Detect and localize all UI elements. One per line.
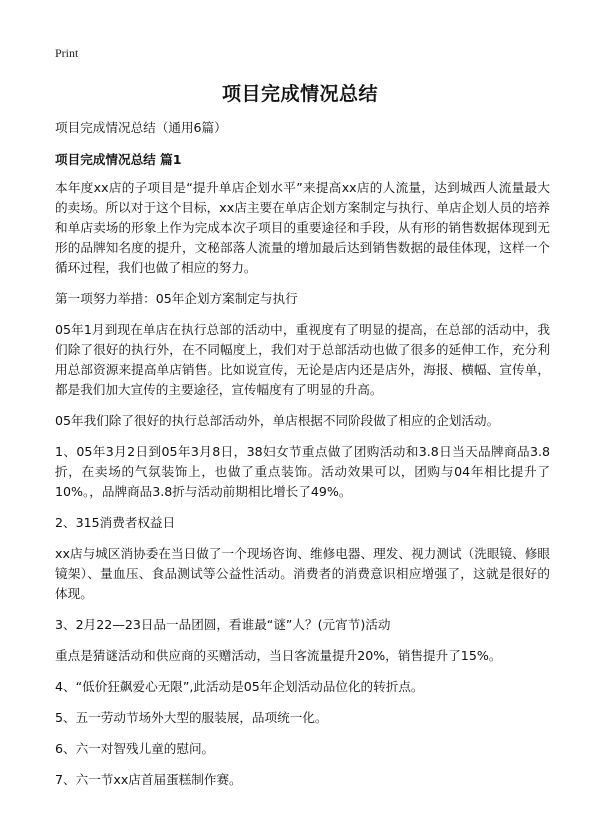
paragraph-lantern-results: 重点是猜谜活动和供应商的买赠活动，当日客流量提升20%，销售提升了15%。	[55, 648, 502, 663]
paragraph-stage-activities: 05年我们除了很好的执行总部活动外，单店根据不同阶段做了相应的企划活动。	[55, 413, 500, 428]
list-item-low-price: 4、“低价狂飙爱心无限”,此活动是05年企划活动品位化的转折点。	[55, 679, 424, 694]
list-item-womens-day: 1、05年3月2日到05年3月8日，38妇女节重点做了团购活动和3.8日当天品牌商品3.8折，在卖场的气氛装饰上，也做了重点装饰。活动效果可以，团购与04年相比提升了10%。，品牌商品3.8折与活动前期相比增长了49%。	[55, 444, 550, 499]
list-item-labor-day: 5、五一劳动节场外大型的服装展，品项统一化。	[55, 710, 328, 725]
paragraph-consumer-activity: xx店与城区消协委在当日做了一个现场咨询、维修电器、理发、视力测试（洗眼镜、修眼镜架）、量血压、食品测试等公益性活动。消费者的消费意识相应增强了，这就是很好的体现。	[55, 546, 550, 601]
list-item-childrens-day: 6、六一对智残儿童的慰问。	[55, 741, 215, 756]
list-item-cake-contest: 7、六一节xx店首届蛋糕制作赛。	[55, 772, 242, 787]
document-body	[55, 118, 550, 801]
paragraph-measure-heading: 第一项努力举措：05年企划方案制定与执行	[55, 291, 298, 306]
document-subtitle: 项目完成情况总结（通用6篇）	[55, 120, 227, 135]
list-item-lantern-festival: 3、2月22—23日品一品团圆，看谁最“谜”人？(元宵节)活动	[55, 617, 391, 632]
paragraph-execution: 05年1月到现在单店在执行总部的活动中，重视度有了明显的提高，在总部的活动中，我们除了很好的执行外，在不同幅度上，我们对于总部活动也做了很多的延伸工作，充分利用总部资源来提高单店销售。比如说宣传，无论是店内还是店外，海报、横幅、宣传单，都是我们加大宣传的主要途径，宣传幅度有了明显的升高。	[55, 322, 550, 397]
print-label: Print	[55, 46, 79, 60]
section-title: 项目完成情况总结 篇1	[55, 152, 182, 167]
list-item-consumer-day: 2、315消费者权益日	[55, 515, 176, 530]
paragraph-intro: 本年度xx店的子项目是“提升单店企划水平”来提高xx店的人流量，达到城西人流量最大的卖场。所以对于这个目标，xx店主要在单店企划方案制定与执行、单店企划人员的培养和单店卖场的形象上作为完成本次子项目的重要途径和手段，从有形的销售数据体现到无形的品牌知名度的提升，文秘部落人流量的增加最后达到销售数据的最佳体现，这样一个循环过程，我们也做了相应的努力。	[55, 180, 550, 275]
document-title: 项目完成情况总结	[221, 83, 378, 105]
